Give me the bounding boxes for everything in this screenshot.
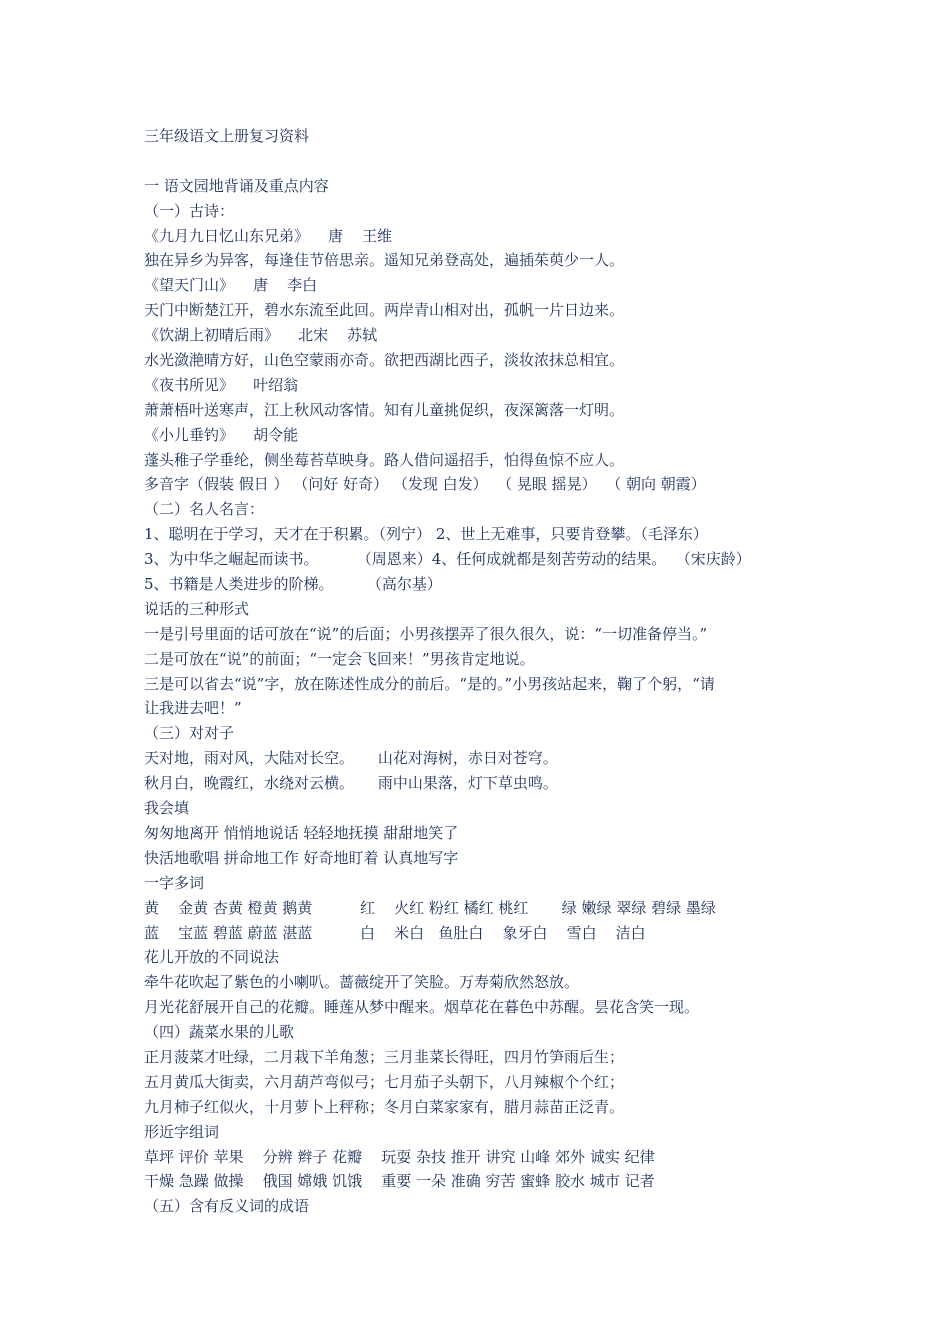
song-line: 五月黄瓜大街卖，六月葫芦弯似弓；七月茄子头朝下，八月辣椒个个红； [144,1072,625,1091]
document-body [144,124,824,1219]
poem-title: 《望天门山》 唐 李白 [144,276,318,295]
poem-title: 《夜书所见》 叶绍翁 [144,375,299,394]
heading-fill-in: 我会填 [144,799,190,818]
subsection-poems: （一）古诗： [144,201,235,220]
poem-text: 萧萧梧叶送寒声，江上秋风动客情。知有儿童挑促织，夜深篱落一灯明。 [144,400,625,419]
heading-speech-forms: 说话的三种形式 [144,599,250,618]
subsection-antonym-idioms: （五）含有反义词的成语 [144,1197,310,1216]
fill-in-line: 匆匆地离开 悄悄地说话 轻轻地抚摸 甜甜地笑了 [144,823,459,842]
quote-line: 1、聪明在于学习，天才在于积累。（列宁） 2、世上无难事，只要肯登攀。（毛泽东） [144,525,708,544]
section-heading-1: 一 语文园地背诵及重点内容 [144,176,329,195]
subsection-vegetable-song: （四）蔬菜水果的儿歌 [144,1023,295,1042]
heading-similar-chars: 形近字组词 [144,1122,220,1141]
similar-chars-line: 草坪 评价 苹果 分辨 辫子 花瓣 玩耍 杂技 推开 讲究 山峰 郊外 诚实 纪律 [144,1147,655,1166]
poem-text: 蓬头稚子学垂纶，侧坐莓苔草映身。路人借问遥招手，怕得鱼惊不应人。 [144,450,625,469]
song-line: 九月柿子红似火，十月萝卜上秤称；冬月白菜家家有，腊月蒜苗正泛青。 [144,1097,625,1116]
heading-one-char-many-words: 一字多词 [144,873,205,892]
poem-title: 《小儿垂钓》 胡令能 [144,425,299,444]
speech-form-line-cont: 让我进去吧！” [144,699,242,718]
word-group-line: 蓝 宝蓝 碧蓝 蔚蓝 湛蓝 白 米白 鱼肚白 象牙白 雪白 洁白 [144,923,646,942]
song-line: 正月菠菜才吐绿，二月栽下羊角葱；三月韭菜长得旺，四月竹笋雨后生； [144,1047,625,1066]
quote-line: 3、为中华之崛起而读书。 （周恩来）4、任何成就都是刻苦劳动的结果。 （宋庆龄） [144,550,751,569]
word-group-line: 黄 金黄 杏黄 橙黄 鹅黄 红 火红 粉红 橘红 桃红 绿 嫩绿 翠绿 碧绿 墨绿 [144,898,716,917]
blank-line [144,149,824,174]
speech-form-line: 二是可放在“说”的前面；“一定会飞回来！”男孩肯定地说。 [144,649,535,668]
heading-flower-blooming: 花儿开放的不同说法 [144,948,280,967]
subsection-quotes: （二）名人名言： [144,500,265,519]
fill-in-line: 快活地歌唱 拼命地工作 好奇地盯着 认真地写字 [144,848,459,867]
speech-form-line: 一是引号里面的话可放在“说”的后面；小男孩摆弄了很久很久，说：“一切准备停当。” [144,624,708,643]
subsection-couplets: （三）对对子 [144,724,235,743]
poem-title: 《九月九日忆山东兄弟》 唐 王维 [144,226,393,245]
couplet-line: 秋月白，晚霞红，水绕对云横。 雨中山果落，灯下草虫鸣。 [144,774,558,793]
similar-chars-line: 干燥 急躁 做操 俄国 嫦娥 饥饿 重要 一朵 准确 穷苦 蜜蜂 胶水 城市 记者 [144,1172,655,1191]
document-title: 三年级语文上册复习资料 [144,127,310,145]
flower-line: 月光花舒展开自己的花瓣。睡莲从梦中醒来。烟草花在暮色中苏醒。昙花含笑一现。 [144,998,700,1017]
polyphonic-words: 多音字（假装 假日 ） （问好 好奇） （发现 白发） （ 晃眼 摇晃） （ 朝向 朝霞） [144,475,706,494]
flower-line: 牵牛花吹起了紫色的小喇叭。蔷薇绽开了笑脸。万寿菊欣然怒放。 [144,973,580,992]
poem-text: 独在异乡为异客，每逢佳节倍思亲。遥知兄弟登高处，遍插茱萸少一人。 [144,251,625,270]
poem-text: 天门中断楚江开，碧水东流至此回。两岸青山相对出，孤帆一片日边来。 [144,301,625,320]
poem-title: 《饮湖上初晴后雨》 北宋 苏轼 [144,326,378,345]
couplet-line: 天对地，雨对风，大陆对长空。 山花对海树，赤日对苍穹。 [144,749,558,768]
quote-line: 5、书籍是人类进步的阶梯。 （高尔基） [144,575,442,594]
poem-text: 水光潋滟晴方好，山色空蒙雨亦奇。欲把西湖比西子，淡妆浓抹总相宜。 [144,351,625,370]
speech-form-line: 三是可以省去“说”字，放在陈述性成分的前后。“是的。”小男孩站起来，鞠了个躬，“请 [144,674,715,693]
